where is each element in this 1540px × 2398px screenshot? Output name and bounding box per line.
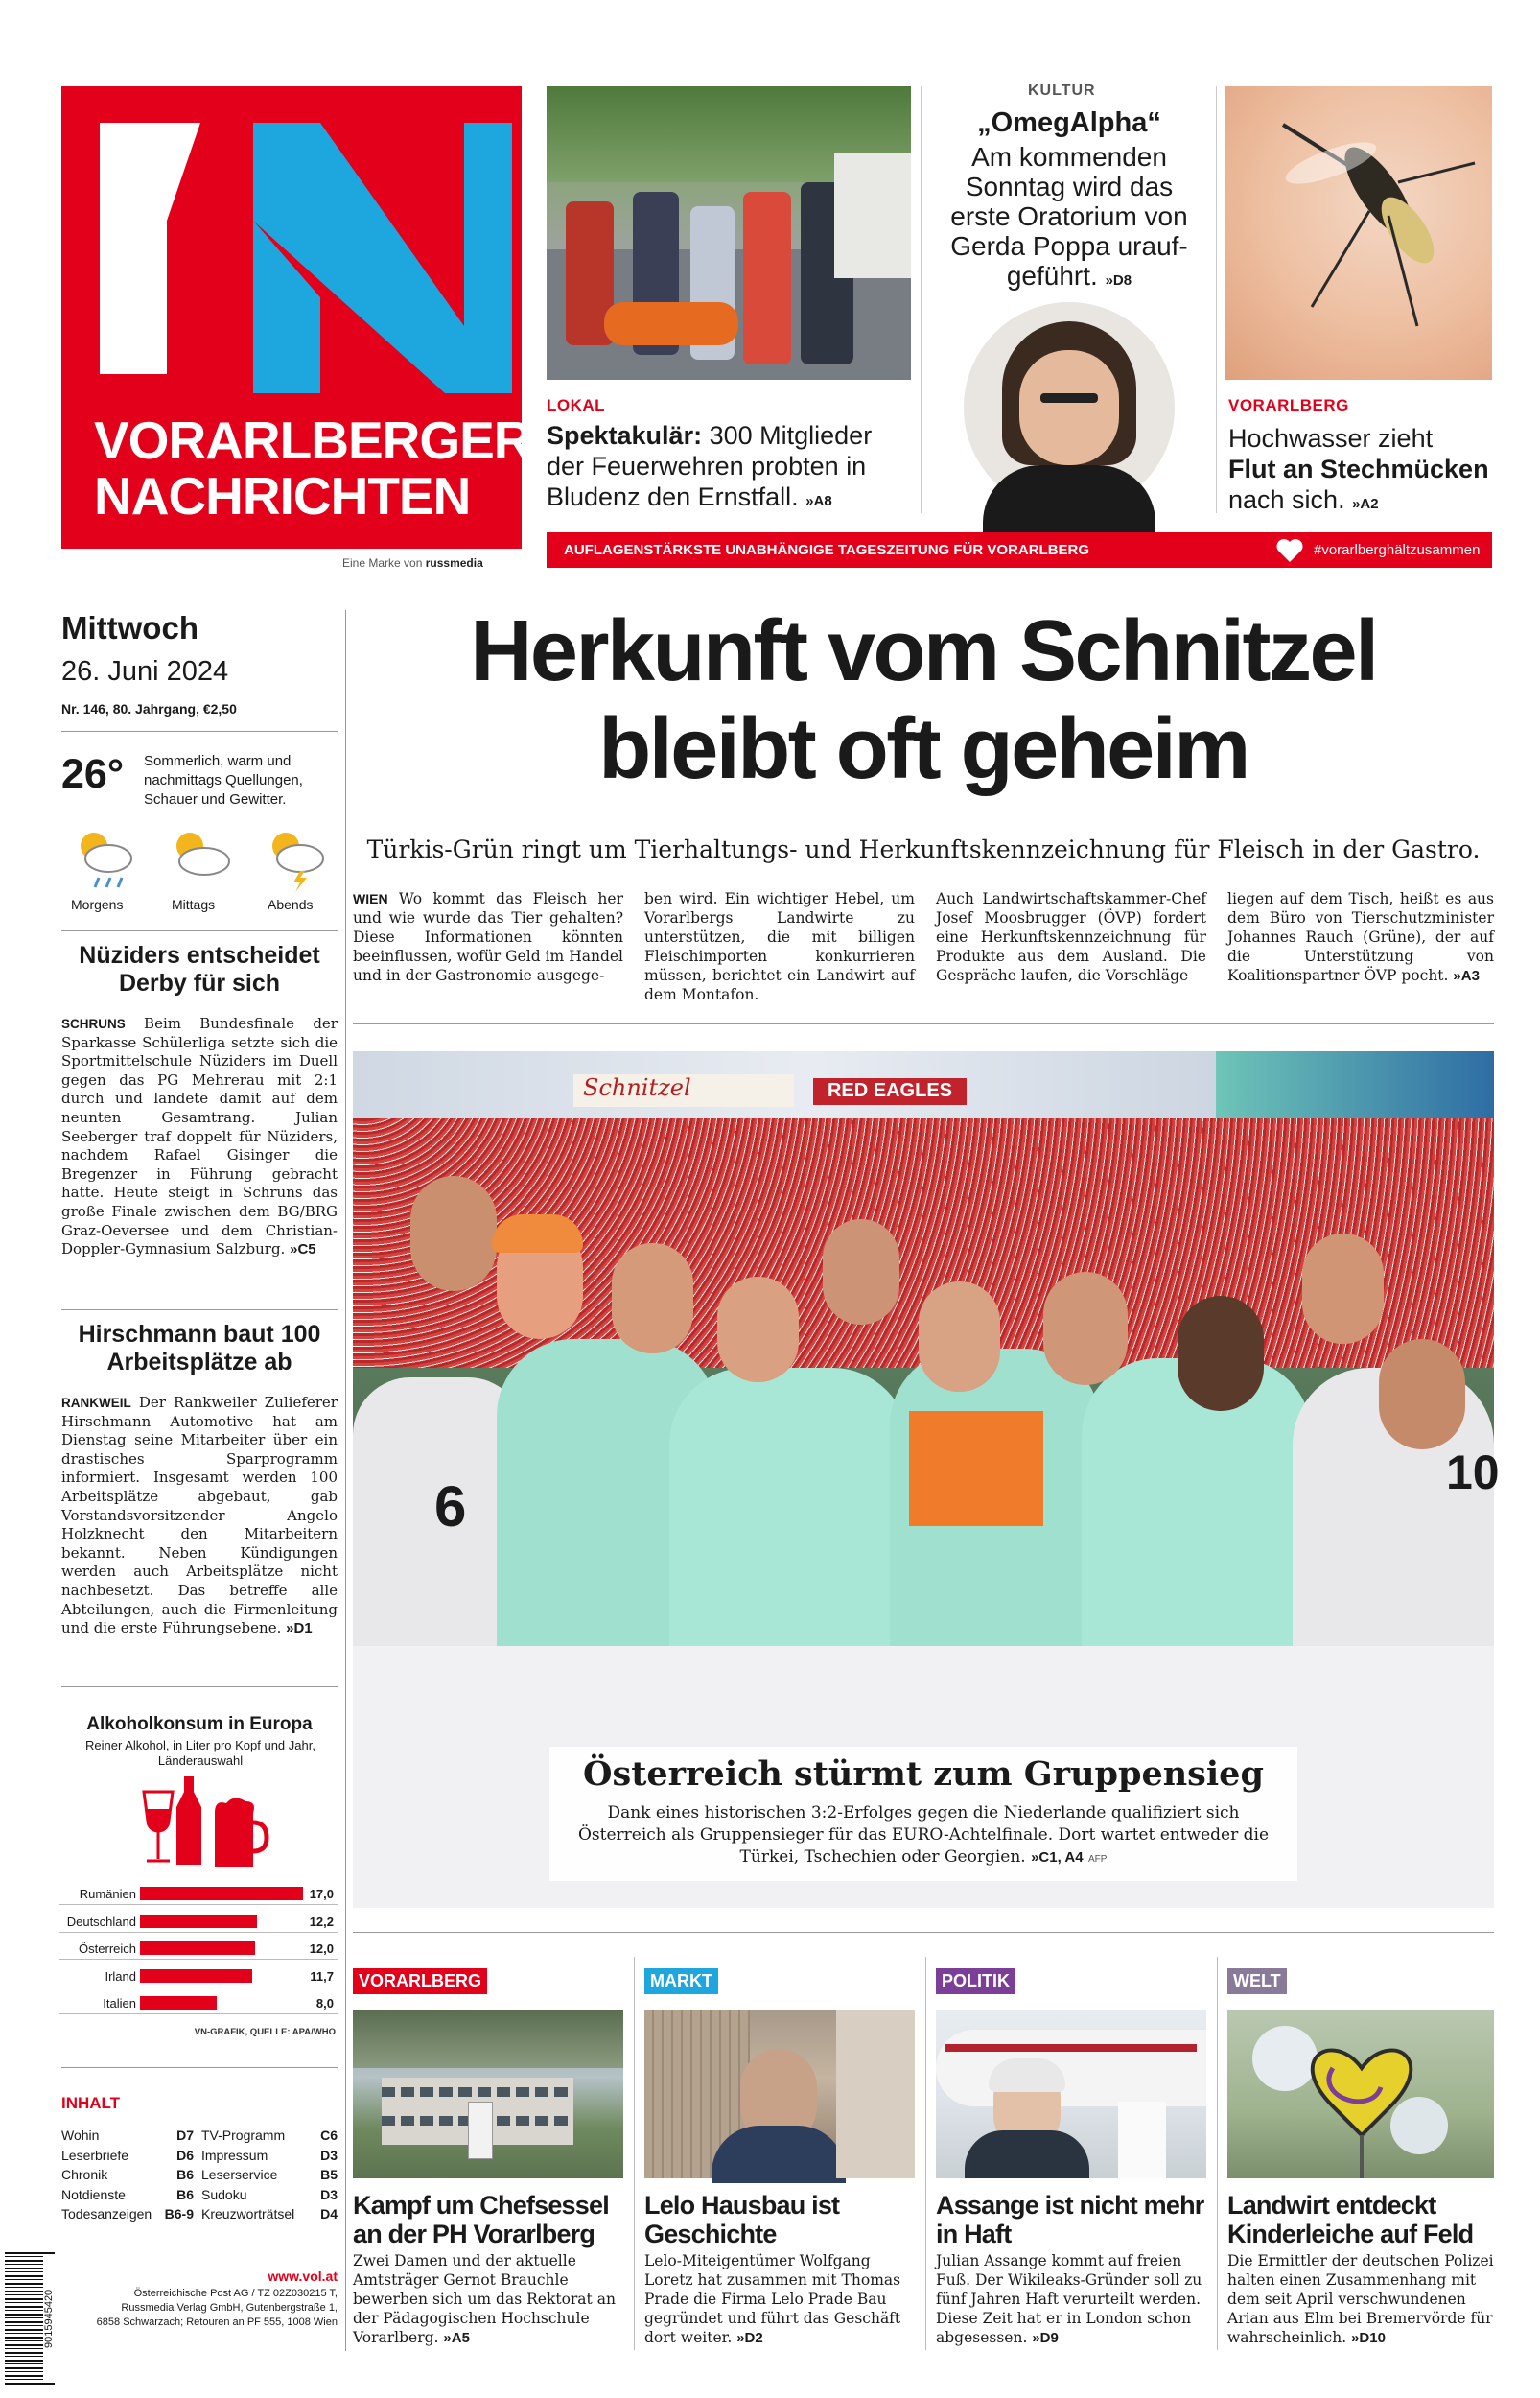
story-3-photo[interactable] bbox=[936, 2010, 1206, 2178]
divider bbox=[61, 2067, 338, 2068]
contents-label: Impressum bbox=[201, 2147, 268, 2163]
bar bbox=[140, 1969, 252, 1983]
teaser-lokal-photo[interactable] bbox=[547, 86, 911, 380]
teaser-kultur-text[interactable] bbox=[935, 142, 1203, 295]
bar-category-label: Irland bbox=[105, 1968, 136, 1984]
teaser-kultur-ref: »D8 bbox=[1105, 272, 1132, 289]
teaser-kultur-title[interactable]: „OmegAlpha“ bbox=[977, 107, 1161, 138]
weather-noon-icon bbox=[161, 825, 238, 892]
divider bbox=[353, 1932, 1494, 1933]
contents-row[interactable] bbox=[201, 2165, 338, 2185]
bar-value-label: 12,2 bbox=[309, 1914, 334, 1929]
bar-value-label: 17,0 bbox=[309, 1887, 334, 1901]
weather-icons bbox=[61, 825, 339, 916]
divider bbox=[61, 1309, 338, 1310]
teaser-vorarlberg-line3: nach sich. bbox=[1228, 485, 1345, 514]
dateline-issue: Nr. 146, 80. Jahrgang, €2,50 bbox=[61, 701, 237, 717]
headline-col3: Auch Landwirtschaftskammer-Chef Josef Moosbrugger (ÖVP) fordert eine Herkunftskennzeichnung für Produkte aus dem Ausland. Die Gespräche laufen, die Vorschläge bbox=[936, 890, 1206, 984]
story-4-text bbox=[1227, 2251, 1494, 2348]
contents-label: Wohin bbox=[61, 2128, 100, 2143]
imprint-line: 6858 Schwarzach; Retouren an PF 555, 1008 Wien bbox=[96, 2316, 338, 2328]
headline-col1 bbox=[353, 889, 623, 985]
mosquito-image bbox=[1225, 86, 1492, 380]
imprint-line: Russmedia Verlag GmbH, Gutenbergstraße 1, bbox=[121, 2302, 338, 2314]
weather-morning-icon bbox=[65, 825, 142, 892]
side-story-2-place: RANKWEIL bbox=[61, 1396, 131, 1410]
contents-page: D3 bbox=[320, 2186, 338, 2202]
alcohol-icons bbox=[134, 1773, 268, 1873]
contents-label: Leserservice bbox=[201, 2167, 278, 2182]
story-2-tag: MARKT bbox=[644, 1968, 718, 1994]
weather-text: Sommerlich, warm und nachmittags Quellungen, Schauer und Gewitter. bbox=[144, 753, 303, 808]
contents-label: TV-Programm bbox=[201, 2128, 286, 2143]
teaser-lokal-bold: Spektakulär: bbox=[547, 421, 703, 450]
brand-name-line1: VORARLBERGER bbox=[94, 411, 531, 470]
imprint-text bbox=[67, 2287, 338, 2330]
column-divider bbox=[634, 1957, 635, 2350]
bar-category-label: Deutschland bbox=[66, 1914, 136, 1929]
barcode bbox=[5, 2252, 55, 2385]
contents-row[interactable] bbox=[61, 2126, 194, 2146]
side-story-1-text: Beim Bundesfinale der Sparkasse Schülerliga setzte sich die Sportmittelschule Nüziders im Duell gegen das PG Mehrerau mit 2:1 durch und landete damit auf dem neunten Gesamtrang. Julian Seeberger traf doppelt für Nüziders, nachdem Rafael Gisinger die Bregenzer in Führung gebracht hatte. Heute steigt in Schruns das große Finale zwischen dem BG/BRG Graz-Oeversee und dem Christian-Doppler-Gymnasium Salzburg. bbox=[61, 1015, 338, 1258]
weather-period-evening: Abends bbox=[268, 897, 314, 912]
tagline-prefix: Eine Marke von bbox=[342, 556, 423, 570]
banner-hashtag[interactable]: #vorarlberghältzusammen bbox=[1314, 542, 1481, 558]
contents-row[interactable] bbox=[61, 2185, 194, 2205]
headline-line2: bleibt oft geheim bbox=[598, 701, 1248, 797]
stadium-banner-2: RED EAGLES bbox=[813, 1078, 967, 1105]
vn-logo-mark bbox=[61, 86, 522, 422]
imprint-url[interactable]: www.vol.at bbox=[268, 2269, 338, 2284]
brand-tagline bbox=[342, 556, 483, 570]
contents-title: INHALT bbox=[61, 2094, 121, 2112]
weather-period-morning: Morgens bbox=[71, 897, 124, 912]
top-banner bbox=[547, 532, 1492, 568]
story-2-ref: »D2 bbox=[736, 2330, 763, 2346]
teaser-vorarlberg-photo[interactable] bbox=[1225, 86, 1492, 380]
teaser-kultur-kicker: KULTUR bbox=[1028, 82, 1096, 99]
contents-page: D7 bbox=[176, 2128, 194, 2143]
contents-label: Todesanzeigen bbox=[61, 2206, 152, 2222]
bar-category-label: Österreich bbox=[79, 1941, 136, 1956]
barcode-number: 9015945420 bbox=[43, 2256, 55, 2381]
weather-evening-icon bbox=[257, 825, 334, 892]
heart-icon bbox=[1275, 538, 1304, 563]
contents-row[interactable] bbox=[201, 2146, 338, 2166]
contents-row[interactable] bbox=[61, 2146, 194, 2166]
headline-ref: »A3 bbox=[1453, 968, 1480, 984]
memorial-image bbox=[1227, 2010, 1494, 2178]
story-4-tag: WELT bbox=[1227, 1968, 1287, 1994]
story-3-body: Julian Assange kommt auf freien Fuß. Der Wikileaks-Gründer soll zu fünf Jahren Haft verurteilt werden. Diese Zeit hat er in London schon abgesessen. bbox=[936, 2252, 1202, 2346]
side-story-1-body bbox=[61, 1015, 338, 1259]
side-story-1-place: SCHRUNS bbox=[61, 1017, 126, 1031]
weather-period-noon: Mittags bbox=[172, 897, 216, 912]
bar-row bbox=[59, 1966, 338, 1987]
contents-row[interactable] bbox=[201, 2126, 338, 2146]
story-4-photo[interactable] bbox=[1227, 2010, 1494, 2178]
hero-caption-text bbox=[569, 1802, 1278, 1870]
teaser-vorarlberg-text[interactable] bbox=[1228, 423, 1497, 520]
contents-page: D3 bbox=[320, 2147, 338, 2163]
teaser-lokal-body: 300 Mitglieder der Feuerwehren probten in Bludenz den Ernstfall. bbox=[547, 421, 873, 511]
bar bbox=[140, 1941, 255, 1955]
teaser-vorarlberg-bold: Flut an Stechmücken bbox=[1228, 455, 1489, 483]
bar-chart bbox=[59, 1884, 338, 2018]
contents-page: B6-9 bbox=[164, 2206, 194, 2222]
contents-page: D6 bbox=[176, 2147, 194, 2163]
bar bbox=[140, 1915, 257, 1928]
story-4-ref: »D10 bbox=[1351, 2330, 1386, 2346]
bar-row bbox=[59, 1912, 338, 1933]
bar-row bbox=[59, 1939, 338, 1960]
story-1-body: Zwei Damen und der aktuelle Amtsträger Gernot Brauchle bewerben sich um das Rektorat an der Pädagogischen Hochschule Vorarlberg. bbox=[353, 2252, 616, 2346]
contents-label: Leserbriefe bbox=[61, 2147, 129, 2163]
column-divider bbox=[1217, 1957, 1218, 2350]
side-story-2-text: Der Rankweiler Zulieferer Hirschmann Automotive hat am Dienstag seine Mitarbeiter über ein drastisches Sparprogramm informiert. Insgesamt werden 100 Arbeitsplätze abgebaut, gab Vorstandsvorsitzender Angelo Holzknecht den Mitarbeitern bekannt. Neben Kündigungen werden auch Arbeitsplätze nicht nachbesetzt. Das betreffe alle Abteilungen, auch die Firmenleitung und die erste Führungsebene. bbox=[61, 1394, 338, 1637]
tagline-brand: russmedia bbox=[425, 556, 483, 570]
story-2-title[interactable]: Lelo Hausbau ist Geschichte bbox=[644, 2191, 840, 2248]
brand-name-line2: NACHRICHTEN bbox=[94, 466, 471, 526]
headline-line1: Herkunft vom Schnitzel bbox=[470, 603, 1377, 699]
headline[interactable] bbox=[353, 602, 1494, 798]
story-4-title[interactable]: Landwirt entdeckt Kinderleiche auf Feld bbox=[1227, 2191, 1474, 2248]
headline-col1-text: Wo kommt das Fleisch her und wie wurde das Tier gehalten? Diese Informationen könnten beeinflussen, wofür Geld im Handel und in der Gastronomie ausgege- bbox=[353, 890, 623, 984]
teaser-kultur-portrait[interactable] bbox=[964, 302, 1175, 513]
side-story-2-title[interactable]: Hirschmann baut 100 Arbeitsplätze ab bbox=[78, 1321, 321, 1375]
divider bbox=[353, 1023, 1494, 1024]
contents-page: D4 bbox=[320, 2206, 338, 2222]
story-1-tag: VORARLBERG bbox=[353, 1968, 487, 1994]
story-2-photo[interactable] bbox=[644, 2010, 915, 2178]
teaser-vorarlberg-line1: Hochwasser zieht bbox=[1228, 424, 1434, 453]
bar-row bbox=[59, 1884, 338, 1905]
contents-row[interactable] bbox=[61, 2165, 194, 2185]
contents-label: Sudoku bbox=[201, 2186, 247, 2202]
chart-title: Alkoholkonsum in Europa bbox=[86, 1714, 313, 1734]
shirt-number-right: 10 bbox=[1446, 1446, 1500, 1499]
weather-temp: 26° bbox=[61, 751, 125, 797]
divider bbox=[61, 731, 338, 732]
teaser-lokal-ref: »A8 bbox=[805, 493, 832, 509]
dateline-weekday: Mittwoch bbox=[61, 610, 198, 646]
hero-credit: AFP bbox=[1087, 1854, 1108, 1865]
side-story-2-ref: »D1 bbox=[286, 1620, 313, 1637]
imprint-line: Österreichische Post AG / TZ 02Z030215 T, bbox=[133, 2288, 338, 2299]
contents-label: Kreuzworträtsel bbox=[201, 2206, 295, 2222]
story-3-title[interactable]: Assange ist nicht mehr in Haft bbox=[936, 2191, 1204, 2248]
divider bbox=[61, 1686, 338, 1687]
teaser-lokal-text[interactable] bbox=[547, 420, 916, 517]
story-3-ref: »D9 bbox=[1032, 2330, 1059, 2346]
hero-caption-ref: »C1, A4 bbox=[1031, 1849, 1084, 1866]
hero-caption-title[interactable]: Österreich stürmt zum Gruppensieg bbox=[583, 1754, 1264, 1794]
bar-value-label: 12,0 bbox=[309, 1941, 334, 1956]
teaser-kultur-body: Am kommenden Sonntag wird das erste Oratorium von Gerda Poppa uraufgeführt. bbox=[950, 142, 1188, 291]
bar bbox=[140, 1887, 303, 1900]
shirt-number-left: 6 bbox=[434, 1474, 467, 1539]
teaser-vorarlberg-kicker: VORARLBERG bbox=[1228, 396, 1349, 414]
headline-col2: ben wird. Ein wichtiger Hebel, um Vorarlbergs Landwirte zu unterstützen, die mit billigen Fleischimporten konkurrieren müssen, berichtet ein Landwirt auf dem Montafon. bbox=[644, 890, 915, 1003]
banner-text: AUFLAGENSTÄRKSTE UNABHÄNGIGE TAGESZEITUNG FÜR VORARLBERG bbox=[564, 542, 1090, 558]
masthead-logo[interactable] bbox=[61, 86, 531, 549]
side-story-1-title[interactable]: Nüziders entscheidet Derby für sich bbox=[79, 942, 320, 997]
column-divider bbox=[925, 1957, 926, 2350]
contents-label: Chronik bbox=[61, 2167, 108, 2182]
left-column-divider bbox=[345, 610, 346, 2351]
headline-col4 bbox=[1227, 889, 1494, 986]
bar-category-label: Italien bbox=[103, 1996, 136, 2010]
teaser-lokal-kicker: LOKAL bbox=[547, 396, 606, 414]
bar-value-label: 8,0 bbox=[315, 1996, 334, 2010]
bar-row bbox=[59, 1993, 338, 2014]
stadium-banner-1: Schnitzel bbox=[573, 1074, 794, 1107]
contents-label: Notdienste bbox=[61, 2186, 126, 2202]
contents-page: C6 bbox=[320, 2128, 338, 2143]
side-story-2-body bbox=[61, 1394, 338, 1638]
teaser-vorarlberg-ref: »A2 bbox=[1352, 496, 1379, 512]
story-1-photo[interactable] bbox=[353, 2010, 623, 2178]
story-1-ref: »A5 bbox=[443, 2330, 470, 2346]
chart-source: VN-GRAFIK, QUELLE: APA/WHO bbox=[194, 2027, 336, 2037]
headline-col4-text: liegen auf dem Tisch, heißt es aus dem Büro von Tierschutzminister Johannes Rauch (Grüne), der auf die Unterstützung von Koalitionspartner ÖVP pocht. bbox=[1227, 890, 1494, 984]
bar-category-label: Rumänien bbox=[79, 1887, 136, 1901]
side-story-1-ref: »C5 bbox=[290, 1241, 316, 1258]
story-1-text bbox=[353, 2251, 623, 2348]
dateline-date: 26. Juni 2024 bbox=[61, 656, 229, 687]
headline-subhead: Türkis-Grün ringt um Tierhaltungs- und Herkunftskennzeichnung für Fleisch in der Gastro. bbox=[366, 835, 1481, 863]
contents-row[interactable] bbox=[201, 2204, 338, 2224]
hero-caption-body: Dank eines historischen 3:2-Erfolges gegen die Niederlande qualifiziert sich Österreich als Gruppensieger für das EURO-Achtelfinale. Dort wartet entweder die Türkei, Tschechien oder Georgien. bbox=[577, 1803, 1270, 1867]
story-2-text bbox=[644, 2251, 915, 2348]
column-divider bbox=[1216, 86, 1217, 513]
story-4-body: Die Ermittler der deutschen Polizei halten einen Zusammenhang mit dem seit April verschwundenen Arian aus Elm bei Bremervörde für wahrscheinlich. bbox=[1227, 2252, 1494, 2346]
story-2-body: Lelo-Miteigentümer Wolfgang Loretz hat zusammen mit Thomas Prade die Firma Lelo Prade Bau gegründet und führt das Geschäft dort weiter. bbox=[644, 2252, 901, 2346]
headline-place: WIEN bbox=[353, 891, 388, 906]
story-3-tag: POLITIK bbox=[936, 1968, 1015, 1994]
bar bbox=[140, 1996, 217, 2010]
bar-value-label: 11,7 bbox=[310, 1968, 334, 1984]
story-1-title[interactable]: Kampf um Chefsessel an der PH Vorarlberg bbox=[353, 2191, 609, 2248]
story-3-text bbox=[936, 2251, 1206, 2348]
column-divider bbox=[921, 86, 922, 513]
divider bbox=[61, 930, 338, 931]
contents-right bbox=[201, 2126, 338, 2224]
contents-row[interactable] bbox=[201, 2185, 338, 2205]
contents-page: B6 bbox=[176, 2186, 194, 2202]
contents-page: B5 bbox=[320, 2167, 338, 2182]
contents-page: B6 bbox=[176, 2167, 194, 2182]
chart-subtitle: Reiner Alkohol, in Liter pro Kopf und Jahr, Länderauswahl bbox=[85, 1738, 315, 1768]
contents-row[interactable] bbox=[61, 2204, 194, 2224]
contents-left bbox=[61, 2126, 194, 2224]
